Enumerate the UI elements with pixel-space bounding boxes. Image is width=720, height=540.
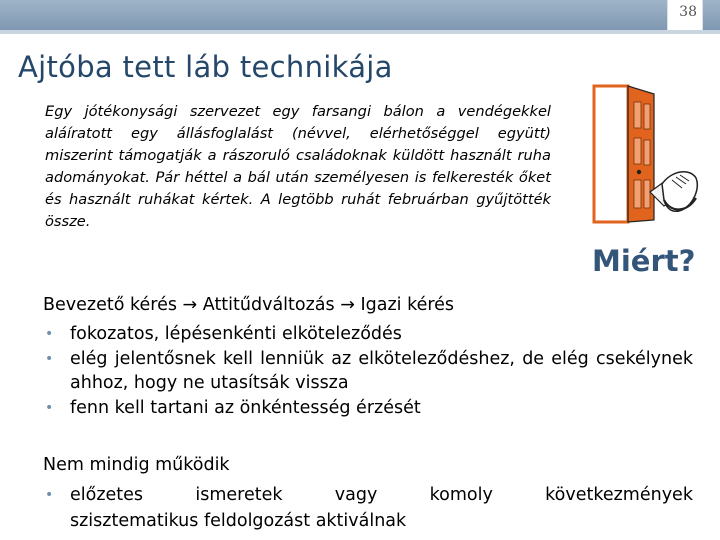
door-inset-6 — [644, 180, 650, 208]
bullet-icon: • — [45, 350, 54, 367]
word: komoly — [429, 485, 493, 505]
chain-arrow: → — [182, 295, 198, 315]
door-inset-1 — [634, 102, 641, 128]
bullet-list — [43, 322, 693, 420]
list-item — [43, 347, 693, 396]
bullet-list-2 — [43, 482, 693, 534]
slide-title: Ajtóba tett láb technikája — [18, 50, 393, 84]
list-item — [43, 396, 693, 421]
word: következmények — [545, 485, 693, 505]
door-inset-4 — [644, 140, 650, 165]
list-item — [43, 482, 693, 534]
process-chain — [43, 295, 454, 315]
word: előzetes — [70, 485, 144, 505]
bullet-icon: • — [45, 399, 54, 416]
chain-step-intro-request: Bevezető kérés — [43, 295, 177, 315]
door-knob — [637, 170, 641, 174]
why-question: Miért? — [592, 244, 696, 278]
chain-step-attitude-change: Attitűdváltozás — [202, 295, 335, 315]
list-item — [43, 322, 693, 347]
door-inset-2 — [644, 104, 650, 129]
list-item-text: elég jelentősnek kell lenniük az elköteleződéshez, de elég csekélynek ahhoz, hogy ne utasítsák vissza — [70, 348, 693, 394]
word: vagy — [334, 485, 378, 505]
bullet-icon: • — [45, 326, 54, 342]
door-inset-3 — [634, 138, 641, 164]
list-item-second-line: szisztematikus feldolgozást aktiválnak — [70, 511, 407, 531]
page-number: 38 — [679, 4, 697, 20]
chain-step-real-request: Igazi kérés — [360, 295, 455, 315]
section-heading: Nem mindig működik — [43, 455, 230, 475]
list-item-text: fokozatos, lépésenkénti elköteleződés — [70, 324, 402, 344]
bullet-icon: • — [45, 487, 54, 503]
header-bar — [0, 0, 720, 30]
story-paragraph: Egy jótékonysági szervezet egy farsangi bálon a vendégekkel aláíratott egy állásfoglalást (névvel, elérhetőséggel együtt) miszerint támogatják a rászoruló családoknak küldött használt ruha adományokat. Pár héttel a bál után személyesen is felkeresték őket és használt ruhákat kértek. A legtöbb ruhát februárban gyűjtötték össze. — [45, 103, 551, 231]
chain-arrow: → — [340, 295, 355, 315]
word: ismeretek — [195, 485, 283, 505]
list-item-first-line — [70, 482, 693, 508]
door-frame — [594, 86, 628, 222]
door-with-foot-illustration — [592, 80, 702, 230]
header-underline — [0, 30, 720, 34]
door-inset-5 — [634, 180, 641, 208]
list-item-text: fenn kell tartani az önkéntesség érzését — [70, 397, 421, 418]
